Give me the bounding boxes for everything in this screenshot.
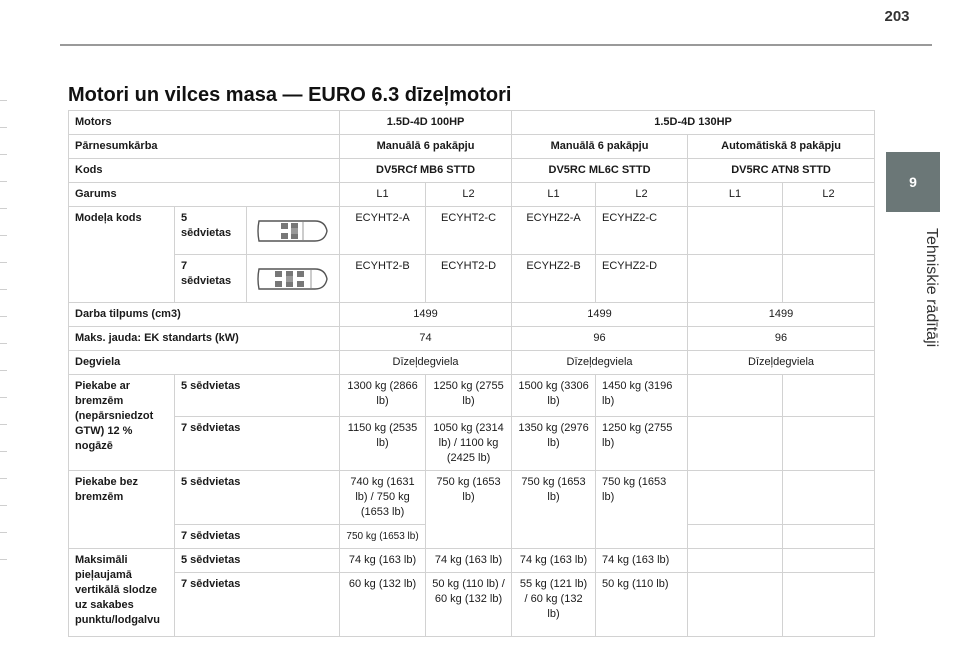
seats-5-label: 5 sēdvietas <box>175 207 247 255</box>
model-code-value: ECYHT2-B <box>340 255 426 303</box>
motors-label: Motors <box>69 111 340 135</box>
empty-cell <box>783 549 875 573</box>
seats-7-label: 7 sēdvietas <box>175 525 340 549</box>
row-braked-5 <box>69 375 875 417</box>
page-title: Motori un vilces masa — EURO 6.3 dīzeļmotori <box>68 84 512 106</box>
length-value: L2 <box>783 183 875 207</box>
empty-cell <box>688 207 783 255</box>
model-code-label: Modeļa kods <box>69 207 175 303</box>
gearbox-label: Pārnesumkārba <box>69 135 340 159</box>
seats-7-label: 7 sēdvietas <box>175 573 340 637</box>
model-code-value: ECYHZ2-C <box>596 207 688 255</box>
unbraked-value: 750 kg (1653 lb) <box>512 471 596 549</box>
vertical-load-value: 60 kg (132 lb) <box>340 573 426 637</box>
empty-cell <box>688 573 783 637</box>
vertical-load-value: 74 kg (163 lb) <box>426 549 512 573</box>
empty-cell <box>783 471 875 525</box>
length-value: L1 <box>688 183 783 207</box>
vertical-load-label: Maksimāli pieļaujamā vertikālā slodze uz sakabes punktu/lodgalvu <box>69 549 175 637</box>
braked-value: 1450 kg (3196 lb) <box>596 375 688 417</box>
power-value: 96 <box>688 327 875 351</box>
displacement-value: 1499 <box>512 303 688 327</box>
length-value: L1 <box>512 183 596 207</box>
row-unbraked-5 <box>69 471 875 525</box>
section-title: Tehniskie rādītāji <box>923 228 940 348</box>
row-vertical-7 <box>69 573 875 637</box>
braked-value: 1300 kg (2866 lb) <box>340 375 426 417</box>
seats-7-label: 7 sēdvietas <box>175 417 340 471</box>
row-motors <box>69 111 875 135</box>
empty-cell <box>783 207 875 255</box>
model-code-value: ECYHT2-A <box>340 207 426 255</box>
empty-cell <box>783 573 875 637</box>
empty-cell <box>688 375 783 417</box>
fuel-value: Dīzeļdegviela <box>512 351 688 375</box>
braked-trailer-label: Piekabe ar bremzēm (nepārsniedzot GTW) 12 % nogāzē <box>69 375 175 471</box>
power-value: 96 <box>512 327 688 351</box>
model-code-value: ECYHZ2-B <box>512 255 596 303</box>
model-code-value: ECYHZ2-A <box>512 207 596 255</box>
braked-value: 1350 kg (2976 lb) <box>512 417 596 471</box>
vertical-load-value: 74 kg (163 lb) <box>512 549 596 573</box>
row-vertical-5 <box>69 549 875 573</box>
vertical-load-value: 74 kg (163 lb) <box>596 549 688 573</box>
engines-table <box>68 110 875 637</box>
vertical-load-value: 74 kg (163 lb) <box>340 549 426 573</box>
header-rule <box>60 44 932 46</box>
seats-5-label: 5 sēdvietas <box>175 549 340 573</box>
empty-cell <box>783 255 875 303</box>
vertical-load-value: 50 kg (110 lb) / 60 kg (132 lb) <box>426 573 512 637</box>
left-margin-ticks <box>0 100 7 586</box>
model-code-value: ECYHT2-C <box>426 207 512 255</box>
row-gearbox <box>69 135 875 159</box>
row-model-code-7 <box>69 255 875 303</box>
row-model-code-5 <box>69 207 875 255</box>
empty-cell <box>688 417 783 471</box>
length-value: L1 <box>340 183 426 207</box>
empty-cell <box>783 417 875 471</box>
row-fuel <box>69 351 875 375</box>
seats-5-label: 5 sēdvietas <box>175 471 340 525</box>
length-value: L2 <box>426 183 512 207</box>
vertical-load-value: 55 kg (121 lb) / 60 kg (132 lb) <box>512 573 596 637</box>
unbraked-value: 740 kg (1631 lb) / 750 kg (1653 lb) <box>340 471 426 525</box>
braked-value: 1250 kg (2755 lb) <box>596 417 688 471</box>
empty-cell <box>688 255 783 303</box>
model-code-value: ECYHZ2-D <box>596 255 688 303</box>
code-value: DV5RC ML6C STTD <box>512 159 688 183</box>
seats-5-label: 5 sēdvietas <box>175 375 340 417</box>
code-value: DV5RC ATN8 STTD <box>688 159 875 183</box>
vertical-load-value: 50 kg (110 lb) <box>596 573 688 637</box>
engine-1-header: 1.5D-4D 100HP <box>340 111 512 135</box>
empty-cell <box>688 471 783 525</box>
unbraked-value: 750 kg (1653 lb) <box>596 471 688 549</box>
page-number: 203 <box>884 8 910 25</box>
empty-cell <box>783 525 875 549</box>
length-value: L2 <box>596 183 688 207</box>
braked-value: 1150 kg (2535 lb) <box>340 417 426 471</box>
code-value: DV5RCf MB6 STTD <box>340 159 512 183</box>
fuel-label: Degviela <box>69 351 340 375</box>
gearbox-value: Automātiskā 8 pakāpju <box>688 135 875 159</box>
unbraked-value: 750 kg (1653 lb) <box>426 471 512 549</box>
power-value: 74 <box>340 327 512 351</box>
code-label: Kods <box>69 159 340 183</box>
unbraked-trailer-label: Piekabe bez bremzēm <box>69 471 175 549</box>
car-5-seats-icon <box>247 207 340 255</box>
displacement-value: 1499 <box>340 303 512 327</box>
row-code <box>69 159 875 183</box>
fuel-value: Dīzeļdegviela <box>688 351 875 375</box>
engine-2-header: 1.5D-4D 130HP <box>512 111 875 135</box>
displacement-value: 1499 <box>688 303 875 327</box>
model-code-value: ECYHT2-D <box>426 255 512 303</box>
gearbox-value: Manuālā 6 pakāpju <box>340 135 512 159</box>
seats-7-label: 7 sēdvietas <box>175 255 247 303</box>
row-displacement <box>69 303 875 327</box>
braked-value: 1250 kg (2755 lb) <box>426 375 512 417</box>
fuel-value: Dīzeļdegviela <box>340 351 512 375</box>
length-label: Garums <box>69 183 340 207</box>
row-power <box>69 327 875 351</box>
gearbox-value: Manuālā 6 pakāpju <box>512 135 688 159</box>
empty-cell <box>688 525 783 549</box>
empty-cell <box>783 375 875 417</box>
braked-value: 1500 kg (3306 lb) <box>512 375 596 417</box>
row-braked-7 <box>69 417 875 471</box>
empty-cell <box>688 549 783 573</box>
row-length <box>69 183 875 207</box>
power-label: Maks. jauda: EK standarts (kW) <box>69 327 340 351</box>
section-tab[interactable]: 9 <box>886 152 940 212</box>
displacement-label: Darba tilpums (cm3) <box>69 303 340 327</box>
unbraked-value: 750 kg (1653 lb) <box>340 525 426 549</box>
car-7-seats-icon <box>247 255 340 303</box>
braked-value: 1050 kg (2314 lb) / 1100 kg (2425 lb) <box>426 417 512 471</box>
